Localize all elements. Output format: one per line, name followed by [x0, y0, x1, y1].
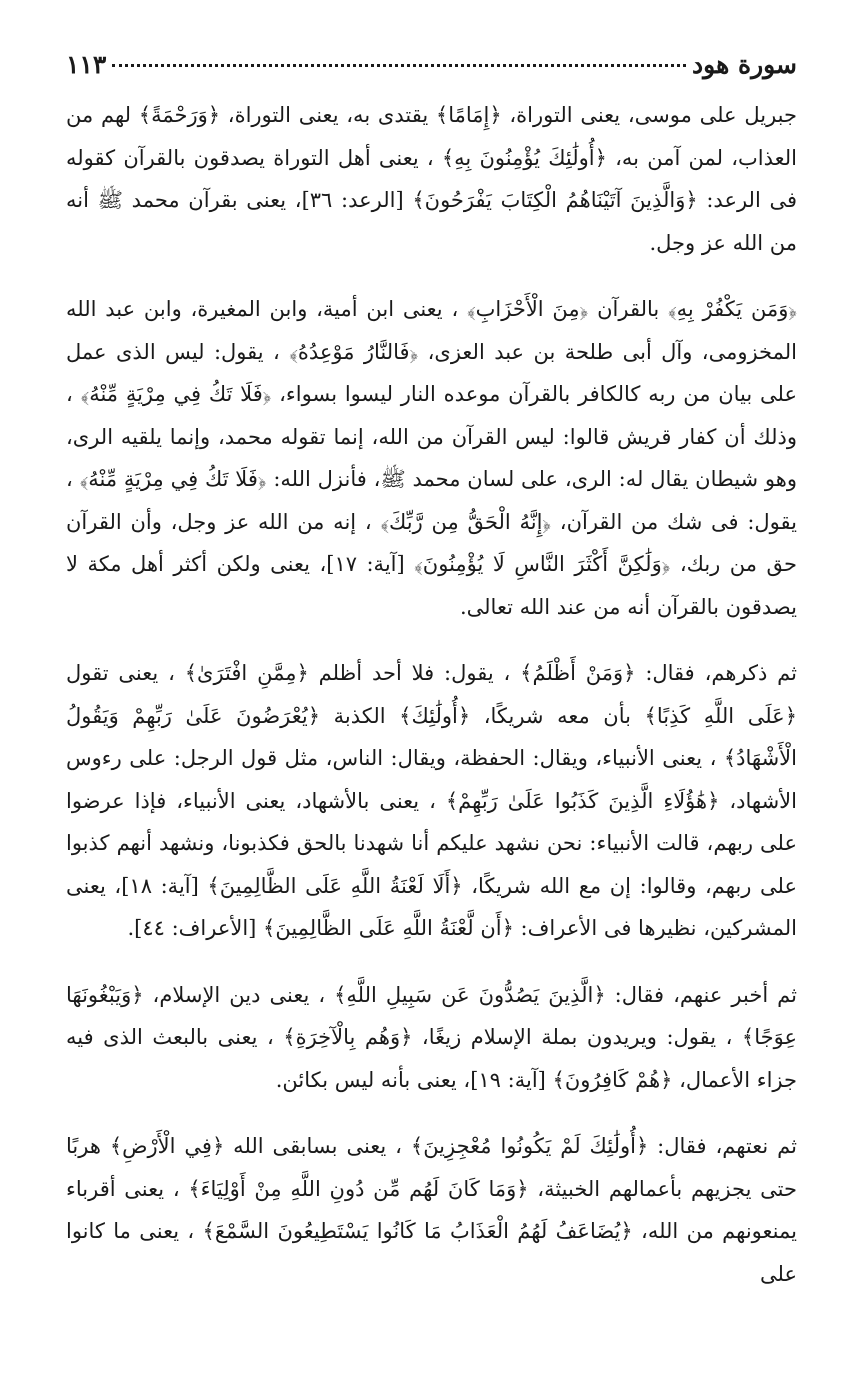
paragraph-gap [66, 628, 797, 652]
paragraph-gap [66, 950, 797, 974]
running-header [66, 50, 797, 94]
paragraph-gap [66, 264, 797, 288]
page-number: ١١٣ [66, 50, 107, 79]
paragraph-2: ﴿وَمَن يَكْفُرْ بِهِ﴾ بالقرآن ﴿مِنَ الْأَحْزَابِ﴾ ، يعنى ابن أمية، وابن المغيرة، وابن عبد الله المخزومى، وآل أبى طلحة بن عبد العزى، ﴿فَالنَّارُ مَوْعِدُهُ﴾ ، يقول: ليس الذى عمل على بيان من ربه كالكافر بالقرآن موعده النار ليسوا بسواء، ﴿فَلَا تَكُ فِي مِرْيَةٍ مِّنْهُ﴾ ، وذلك أن كفار قريش قالوا: ليس القرآن من الله، إنما تقوله محمد، وإنما يلقيه الرى، وهو شيطان يقال له: الرى، على لسان محمد ﷺ، فأنزل الله: ﴿فَلَا تَكُ فِي مِرْيَةٍ مِّنْهُ﴾ ، يقول: فى شك من القرآن، ﴿إِنَّهُ الْحَقُّ مِن رَّبِّكَ﴾ ، إنه من الله عز وجل، وأن القرآن حق من ربك، ﴿وَلَٰكِنَّ أَكْثَرَ النَّاسِ لَا يُؤْمِنُونَ﴾ [آية: ١٧]، يعنى ولكن أكثر أهل مكة لا يصدقون بالقرآن أنه من عند الله تعالى. [66, 297, 797, 619]
leader-dots [112, 64, 686, 67]
paragraph-4: ثم أخبر عنهم، فقال: ﴿الَّذِينَ يَصُدُّونَ عَن سَبِيلِ اللَّهِ﴾ ، يعنى دين الإسلام، ﴿وَيَبْغُونَهَا عِوَجًا﴾ ، يقول: ويريدون بملة الإسلام زيغًا، ﴿وَهُم بِالْآخِرَةِ﴾ ، يعنى بالبعث الذى فيه جزاء الأعمال، ﴿هُمْ كَافِرُونَ﴾ [آية: ١٩]، يعنى بأنه ليس بكائن. [66, 982, 797, 1092]
book-page [66, 50, 797, 1373]
surah-title: سورة هود [692, 50, 797, 79]
paragraph-gap [66, 1101, 797, 1125]
paragraph-1: جبريل على موسى، يعنى التوراة، ﴿إِمَامًا﴾ يقتدى به، يعنى التوراة، ﴿وَرَحْمَةً﴾ لهم من العذاب، لمن آمن به، ﴿أُولَٰئِكَ يُؤْمِنُونَ بِهِ﴾ ، يعنى أهل التوراة يصدقون بالقرآن كقوله فى الرعد: ﴿وَالَّذِينَ آتَيْنَاهُمُ الْكِتَابَ يَفْرَحُونَ﴾ [الرعد: ٣٦]، يعنى بقرآن محمد ﷺ أنه من الله عز وجل. [66, 103, 798, 255]
paragraph-3: ثم ذكرهم، فقال: ﴿وَمَنْ أَظْلَمُ﴾ ، يقول: فلا أحد أظلم ﴿مِمَّنِ افْتَرَىٰ﴾ ، يعنى تقول ﴿عَلَى اللَّهِ كَذِبًا﴾ بأن معه شريكًا، ﴿أُولَٰئِكَ﴾ الكذبة ﴿يُعْرَضُونَ عَلَىٰ رَبِّهِمْ وَيَقُولُ الْأَشْهَادُ﴾ ، يعنى الأنبياء، ويقال: الحفظة، ويقال: الناس، مثل قول الرجل: على رءوس الأشهاد، ﴿هَٰؤُلَاءِ الَّذِينَ كَذَبُوا عَلَىٰ رَبِّهِمْ﴾ ، يعنى بالأشهاد، يعنى الأنبياء، فإذا عرضوا على ربهم، قالت الأنبياء: نحن نشهد عليكم أنا شهدنا بالحق فكذبونا، ونشهد أنهم كذبوا على ربهم، وقالوا: إن مع الله شريكًا، ﴿أَلَا لَعْنَةُ اللَّهِ عَلَى الظَّالِمِينَ﴾ [آية: ١٨]، يعنى المشركين، نظيرها فى الأعراف: ﴿أَن لَّعْنَةُ اللَّهِ عَلَى الظَّالِمِينَ﴾ [الأعراف: ٤٤]. [66, 661, 798, 940]
paragraph-5: ثم نعتهم، فقال: ﴿أُولَٰئِكَ لَمْ يَكُونُوا مُعْجِزِينَ﴾ ، يعنى بسابقى الله ﴿فِي الْأَرْضِ﴾ هربًا حتى يجزيهم بأعمالهم الخبيثة، ﴿وَمَا كَانَ لَهُم مِّن دُونِ اللَّهِ مِنْ أَوْلِيَاءَ﴾ ، يعنى أقرباء يمنعونهم من الله، ﴿يُضَاعَفُ لَهُمُ الْعَذَابُ مَا كَانُوا يَسْتَطِيعُونَ السَّمْعَ﴾ ، يعنى ما كانوا على [66, 1134, 797, 1286]
